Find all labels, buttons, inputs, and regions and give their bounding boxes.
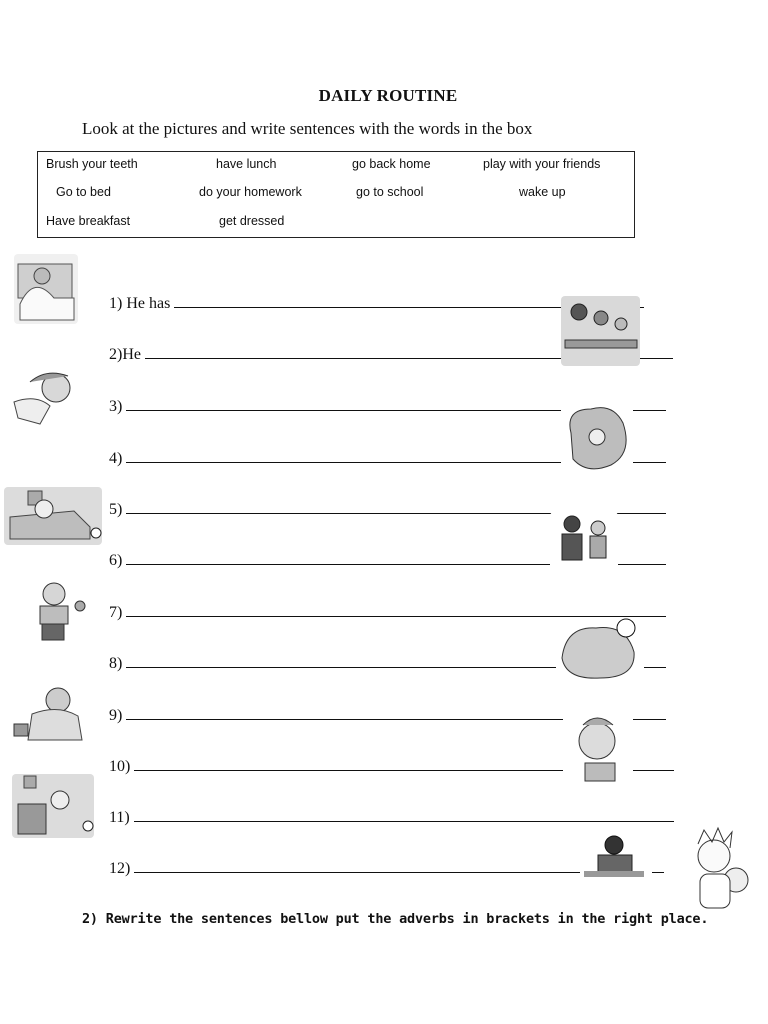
word-item: Have breakfast: [46, 214, 131, 228]
word-item: get dressed: [219, 214, 285, 228]
playing-friends-picture: [556, 618, 644, 682]
line-number: 12): [109, 860, 131, 877]
word-item: go back home: [352, 157, 431, 171]
line-number: 6): [109, 552, 123, 569]
word-box: [37, 151, 635, 238]
line-number: 5): [109, 501, 123, 518]
bed-picture: [4, 487, 102, 545]
line-number: 2)He: [109, 346, 141, 363]
classroom-picture: [561, 296, 640, 366]
page-title: DAILY ROUTINE: [318, 86, 458, 105]
line-number: 9): [109, 707, 123, 724]
line-number: 11): [109, 809, 130, 826]
line-number: 1) He has: [109, 295, 171, 312]
answer-line-11[interactable]: [109, 809, 674, 827]
line-number: 7): [109, 604, 123, 621]
word-item: play with your friends: [483, 157, 601, 171]
word-item: go to school: [356, 185, 424, 199]
walking-boys-picture: [550, 512, 618, 572]
word-item: have lunch: [216, 157, 277, 171]
line-number: 3): [109, 398, 123, 415]
line-number: 8): [109, 655, 123, 672]
word-item: Go to bed: [56, 185, 111, 199]
teddy-girl-picture: [682, 826, 762, 920]
brushing-teeth-picture: [563, 713, 633, 783]
homework-picture: [12, 774, 94, 838]
eating-boy-picture: [580, 833, 652, 881]
waking-up-picture: [14, 254, 78, 324]
instruction-text: Look at the pictures and write sentences with the words in the box: [82, 119, 533, 138]
stretching-boy-picture: [10, 366, 86, 430]
dressing-boy-picture: [24, 578, 90, 642]
waking-boy-picture: [12, 680, 92, 746]
dreaming-picture: [561, 403, 633, 475]
word-item: Brush your teeth: [46, 157, 138, 171]
word-item: do your homework: [199, 185, 302, 199]
line-number: 4): [109, 450, 123, 467]
word-item: wake up: [519, 185, 566, 199]
line-number: 10): [109, 758, 131, 775]
section-2-instruction: 2) Rewrite the sentences bellow put the adverbs in brackets in the right place.: [82, 911, 709, 927]
